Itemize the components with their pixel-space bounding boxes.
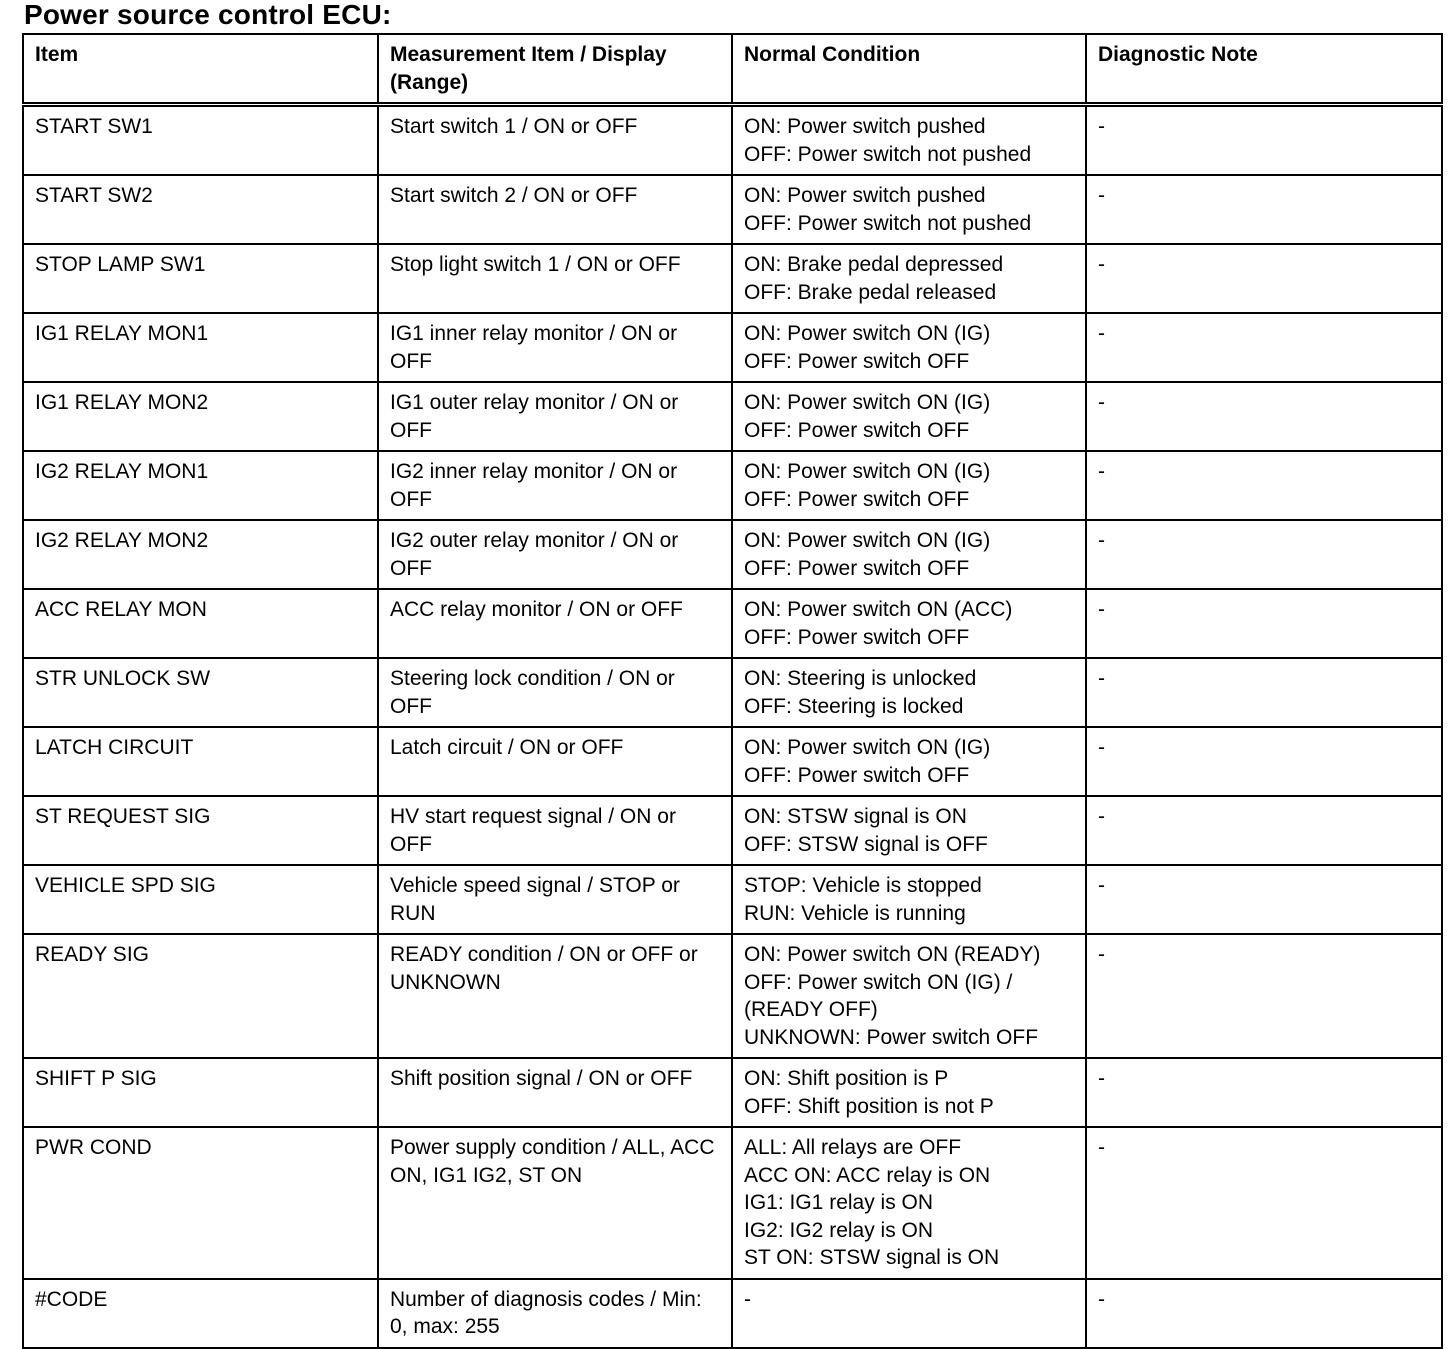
- normal-condition-line: ON: Power switch pushed: [744, 184, 986, 207]
- cell-diagnostic-note: -: [1086, 934, 1442, 1058]
- cell-item: IG1 RELAY MON2: [23, 382, 378, 451]
- normal-condition-line: RUN: Vehicle is running: [744, 901, 966, 925]
- cell-measurement: [378, 1127, 732, 1279]
- cell-normal-condition: [732, 796, 1086, 865]
- cell-normal-condition: [732, 520, 1086, 589]
- cell-item: START SW1: [23, 105, 378, 176]
- normal-condition-line: ON: Steering is unlocked: [744, 667, 977, 690]
- normal-condition-line: ACC ON: ACC relay is ON: [744, 1163, 991, 1187]
- table-row: [23, 520, 1442, 589]
- cell-diagnostic-note: -: [1086, 865, 1442, 934]
- table-row: [23, 244, 1442, 313]
- cell-item: STR UNLOCK SW: [23, 658, 378, 727]
- data-list-table: [22, 33, 1443, 1349]
- cell-measurement: [378, 520, 732, 589]
- normal-condition-line: OFF: Shift position is not P: [744, 1094, 994, 1118]
- table-row: [23, 451, 1442, 520]
- cell-diagnostic-note: -: [1086, 796, 1442, 865]
- cell-item: SHIFT P SIG: [23, 1058, 378, 1127]
- normal-condition-line: OFF: Power switch OFF: [744, 625, 970, 649]
- normal-condition-line: IG1: IG1 relay is ON: [744, 1191, 934, 1214]
- cell-measurement: [378, 1279, 732, 1348]
- table-row: [23, 796, 1442, 865]
- cell-measurement: [378, 451, 732, 520]
- cell-diagnostic-note: -: [1086, 1058, 1442, 1127]
- measurement-text: ACC relay monitor / ON or OFF: [390, 598, 683, 621]
- measurement-text: IG1 inner relay monitor / ON or OFF: [390, 322, 678, 373]
- cell-normal-condition: [732, 658, 1086, 727]
- cell-normal-condition: [732, 934, 1086, 1058]
- normal-condition-line: UNKNOWN: Power switch OFF: [744, 1025, 1039, 1049]
- table-row: [23, 1279, 1442, 1348]
- normal-condition-line: ON: Shift position is P: [744, 1067, 949, 1090]
- cell-normal-condition: [732, 1127, 1086, 1279]
- cell-measurement: [378, 589, 732, 658]
- cell-diagnostic-note: -: [1086, 1127, 1442, 1279]
- cell-item: START SW2: [23, 175, 378, 244]
- normal-condition-line: ON: Power switch ON (IG): [744, 391, 991, 414]
- header-measurement: Measurement Item / Display (Range): [378, 34, 732, 105]
- cell-diagnostic-note: -: [1086, 105, 1442, 176]
- normal-condition-line: ON: Power switch ON (ACC): [744, 598, 1013, 621]
- table-row: [23, 727, 1442, 796]
- cell-item: ST REQUEST SIG: [23, 796, 378, 865]
- cell-diagnostic-note: -: [1086, 520, 1442, 589]
- cell-item: #CODE: [23, 1279, 378, 1348]
- normal-condition-line: OFF: Power switch OFF: [744, 418, 970, 442]
- table-row: [23, 589, 1442, 658]
- measurement-text: Power supply condition / ALL, ACC ON, IG1 IG2, ST ON: [390, 1136, 715, 1187]
- normal-condition-line: OFF: Power switch not pushed: [744, 211, 1032, 235]
- cell-normal-condition: [732, 175, 1086, 244]
- normal-condition-line: ON: Power switch ON (IG): [744, 460, 991, 483]
- cell-item: IG1 RELAY MON1: [23, 313, 378, 382]
- normal-condition-line: ON: Power switch ON (IG): [744, 736, 991, 759]
- cell-diagnostic-note: -: [1086, 451, 1442, 520]
- table-row: [23, 658, 1442, 727]
- cell-measurement: [378, 244, 732, 313]
- cell-item: PWR COND: [23, 1127, 378, 1279]
- table-row: [23, 313, 1442, 382]
- cell-measurement: [378, 105, 732, 176]
- cell-normal-condition: [732, 105, 1086, 176]
- header-item: Item: [23, 34, 378, 105]
- normal-condition-line: OFF: Power switch not pushed: [744, 142, 1032, 166]
- normal-condition-line: OFF: Steering is locked: [744, 694, 964, 718]
- cell-item: ACC RELAY MON: [23, 589, 378, 658]
- measurement-text: IG1 outer relay monitor / ON or OFF: [390, 391, 679, 442]
- measurement-text: Vehicle speed signal / STOP or RUN: [390, 874, 680, 925]
- cell-normal-condition: [732, 1058, 1086, 1127]
- normal-condition-line: ON: Power switch ON (READY): [744, 943, 1041, 966]
- normal-condition-line: OFF: Power switch OFF: [744, 487, 970, 511]
- cell-item: LATCH CIRCUIT: [23, 727, 378, 796]
- measurement-text: IG2 inner relay monitor / ON or OFF: [390, 460, 678, 511]
- cell-normal-condition: [732, 451, 1086, 520]
- normal-condition-line: STOP: Vehicle is stopped: [744, 874, 982, 897]
- cell-diagnostic-note: -: [1086, 727, 1442, 796]
- cell-diagnostic-note: -: [1086, 244, 1442, 313]
- cell-measurement: [378, 727, 732, 796]
- normal-condition-line: ON: STSW signal is ON: [744, 805, 967, 828]
- page-title: Power source control ECU:: [24, 0, 392, 30]
- measurement-text: Start switch 1 / ON or OFF: [390, 115, 638, 138]
- measurement-text: Start switch 2 / ON or OFF: [390, 184, 638, 207]
- table-row: [23, 934, 1442, 1058]
- cell-diagnostic-note: -: [1086, 589, 1442, 658]
- cell-normal-condition: [732, 865, 1086, 934]
- header-diagnostic-note: Diagnostic Note: [1086, 34, 1442, 105]
- normal-condition-line: -: [744, 1287, 751, 1311]
- table-header-row: [23, 34, 1442, 105]
- cell-item: IG2 RELAY MON1: [23, 451, 378, 520]
- normal-condition-line: ALL: All relays are OFF: [744, 1136, 962, 1159]
- table-row: [23, 382, 1442, 451]
- normal-condition-line: OFF: Power switch OFF: [744, 349, 970, 373]
- header-normal-condition: Normal Condition: [732, 34, 1086, 105]
- normal-condition-line: OFF: Power switch OFF: [744, 556, 970, 580]
- normal-condition-line: ON: Power switch ON (IG): [744, 322, 991, 345]
- cell-item: VEHICLE SPD SIG: [23, 865, 378, 934]
- cell-normal-condition: [732, 727, 1086, 796]
- measurement-text: Shift position signal / ON or OFF: [390, 1067, 693, 1090]
- table-row: [23, 105, 1442, 176]
- cell-item: IG2 RELAY MON2: [23, 520, 378, 589]
- cell-measurement: [378, 934, 732, 1058]
- cell-item: READY SIG: [23, 934, 378, 1058]
- normal-condition-line: OFF: STSW signal is OFF: [744, 832, 988, 856]
- cell-normal-condition: [732, 1279, 1086, 1348]
- cell-item: STOP LAMP SW1: [23, 244, 378, 313]
- cell-normal-condition: [732, 589, 1086, 658]
- normal-condition-line: ON: Power switch ON (IG): [744, 529, 991, 552]
- normal-condition-line: (READY OFF): [744, 998, 878, 1021]
- normal-condition-line: ST ON: STSW signal is ON: [744, 1246, 1000, 1269]
- measurement-text: READY condition / ON or OFF or UNKNOWN: [390, 943, 698, 994]
- measurement-text: Steering lock condition / ON or OFF: [390, 667, 675, 718]
- measurement-text: HV start request signal / ON or OFF: [390, 805, 676, 856]
- cell-measurement: [378, 313, 732, 382]
- measurement-text: Number of diagnosis codes / Min: 0, max: 255: [390, 1287, 702, 1338]
- table-body: [23, 105, 1442, 1348]
- cell-measurement: [378, 382, 732, 451]
- normal-condition-line: OFF: Brake pedal released: [744, 280, 997, 304]
- cell-measurement: [378, 658, 732, 727]
- table-row: [23, 1127, 1442, 1279]
- cell-diagnostic-note: -: [1086, 1279, 1442, 1348]
- cell-normal-condition: [732, 313, 1086, 382]
- normal-condition-line: IG2: IG2 relay is ON: [744, 1218, 934, 1242]
- cell-diagnostic-note: -: [1086, 658, 1442, 727]
- cell-normal-condition: [732, 382, 1086, 451]
- cell-diagnostic-note: -: [1086, 175, 1442, 244]
- cell-measurement: [378, 175, 732, 244]
- table-row: [23, 1058, 1442, 1127]
- measurement-text: Latch circuit / ON or OFF: [390, 736, 624, 759]
- cell-measurement: [378, 796, 732, 865]
- cell-measurement: [378, 1058, 732, 1127]
- normal-condition-line: ON: Brake pedal depressed: [744, 253, 1004, 276]
- normal-condition-line: ON: Power switch pushed: [744, 115, 986, 138]
- cell-measurement: [378, 865, 732, 934]
- normal-condition-line: OFF: Power switch ON (IG) /: [744, 970, 1013, 994]
- measurement-text: Stop light switch 1 / ON or OFF: [390, 253, 681, 276]
- measurement-text: IG2 outer relay monitor / ON or OFF: [390, 529, 679, 580]
- normal-condition-line: OFF: Power switch OFF: [744, 763, 970, 787]
- cell-diagnostic-note: -: [1086, 382, 1442, 451]
- table-row: [23, 175, 1442, 244]
- cell-diagnostic-note: -: [1086, 313, 1442, 382]
- table-row: [23, 865, 1442, 934]
- cell-normal-condition: [732, 244, 1086, 313]
